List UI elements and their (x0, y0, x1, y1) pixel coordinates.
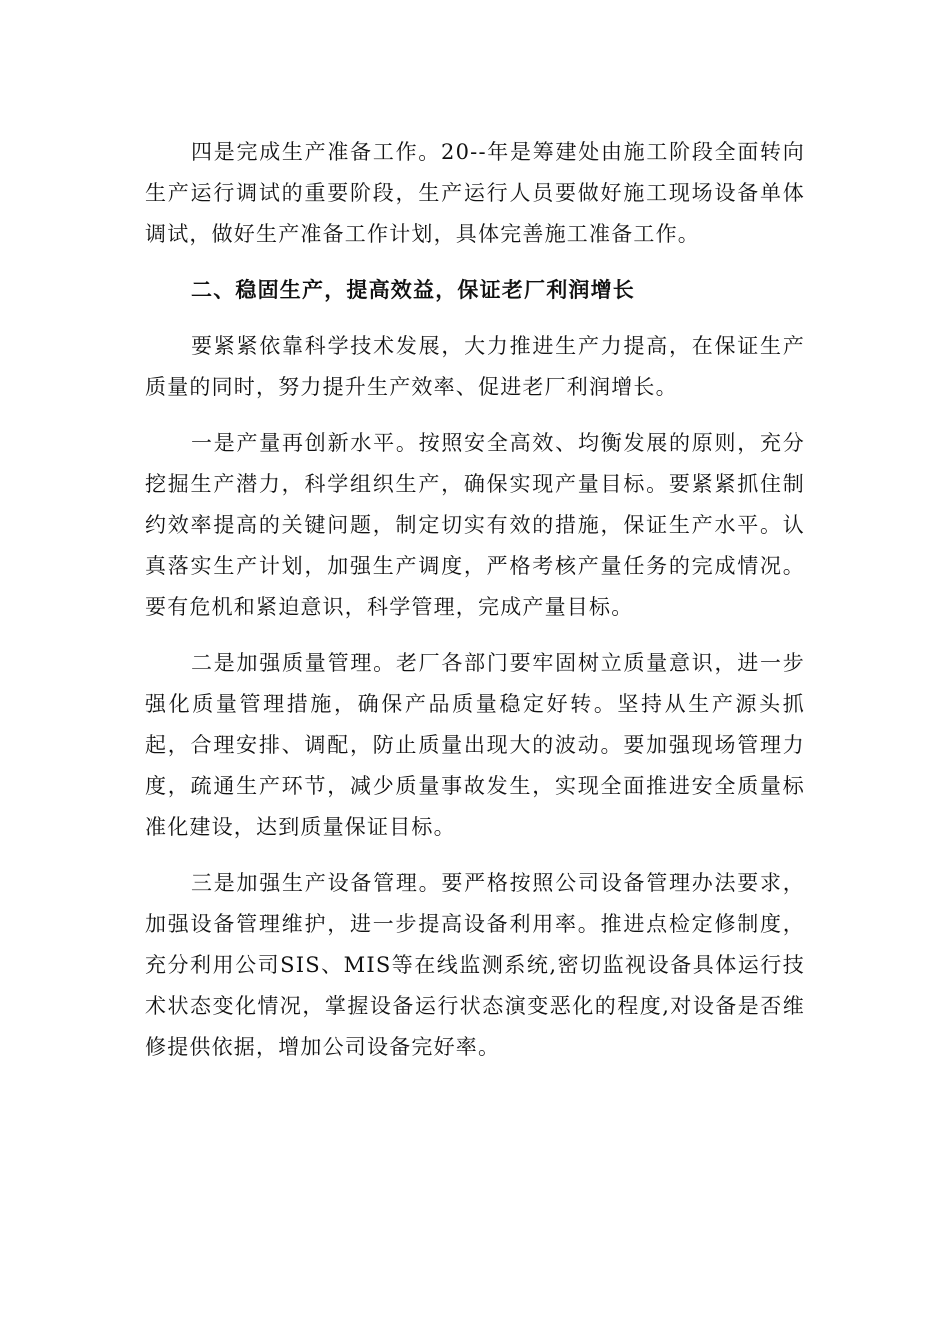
paragraph-preparation-work: 四是完成生产准备工作。20--年是筹建处由施工阶段全面转向生产运行调试的重要阶段，生产运行人员要做好施工现场设备单体调试，做好生产准备工作计划，具体完善施工准备工作。 (145, 140, 805, 246)
paragraph-quality-management: 二是加强质量管理。老厂各部门要牢固树立质量意识，进一步强化质量管理措施，确保产品质量稳定好转。坚持从生产源头抓起，合理安排、调配，防止质量出现大的波动。要加强现场管理力度，疏通生产环节，减少质量事故发生，实现全面推进安全质量标准化建设，达到质量保证目标。 (145, 651, 805, 839)
paragraph-output-level: 一是产量再创新水平。按照安全高效、均衡发展的原则，充分挖掘生产潜力，科学组织生产，确保实现产量目标。要紧紧抓住制约效率提高的关键问题，制定切实有效的措施，保证生产水平。认真落实生产计划，加强生产调度，严格考核产量任务的完成情况。要有危机和紧迫意识，科学管理，完成产量目标。 (145, 431, 805, 619)
paragraph-technology-development: 要紧紧依靠科学技术发展，大力推进生产力提高，在保证生产质量的同时，努力提升生产效率、促进老厂利润增长。 (145, 334, 805, 399)
paragraph-equipment-management: 三是加强生产设备管理。要严格按照公司设备管理办法要求，加强设备管理维护，进一步提高设备利用率。推进点检定修制度，充分利用公司SIS、MIS等在线监测系统,密切监视设备具体运行技术状态变化情况，掌握设备运行状态演变恶化的程度,对设备是否维修提供依据，增加公司设备完好率。 (145, 871, 805, 1059)
document-body (145, 132, 805, 1083)
section-heading-stable-production: 二、稳固生产，提高效益，保证老厂利润增长 (191, 278, 635, 302)
